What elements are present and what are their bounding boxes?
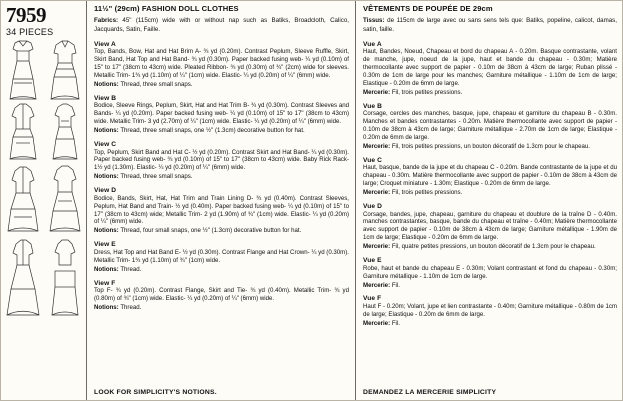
english-view-c-notions — [94, 173, 349, 181]
english-view-d-body: Bodice, Bands, Skirt, Hat, Hat Trim and Train Lining D- ¾ yd (0.40m). Contrast Sleeves, Peplum, Hat Band and Train- ½ yd (0.40m). Paper backed fusing web- ¼ yd (0.10m) of 15" to 17" (38cm to 43cm) wide; Metallic Trim- 2 yd (1.90m) of ¾" (1cm) wide. Elastic- ¼ yd (0.20m) of ¼" (6mm) wide. — [94, 194, 349, 226]
english-view-a-notions-text: Thread, three small snaps. — [120, 80, 193, 88]
english-fabrics-text: 45" (115cm) wide with or without nap such as Batiks, Broadcloth, Calico, Jacquards, Satin, Faille. — [94, 17, 349, 33]
french-view-d-notions — [363, 243, 617, 251]
french-fabrics — [363, 17, 617, 33]
english-view-c-notions-text: Thread, three small snaps. — [120, 173, 193, 181]
french-view-e-notions-text: Fil. — [391, 281, 400, 289]
figure-view-e — [4, 165, 42, 233]
english-view-f-notions-label: Notions: — [94, 303, 119, 311]
line-drawings-area — [1, 37, 86, 400]
english-view-c-head: View C — [94, 141, 117, 149]
english-view-b-body: Bodice, Sleeve Rings, Peplum, Skirt, Hat and Hat Trim B- ¾ yd (0.30m). Contrast Sleeves and Bands- ¼ yd (0.20m). Paper backed fusing web- ¼ yd (0.10m) of 15" to 17" (38cm to 43cm) wide. Metallic Trim- 3 yd (2.70m) of ¼" (1cm) wide. Elastic- ¼ yd (0.20m) of ¼" (6mm) wide. — [94, 102, 349, 126]
french-view-a-body: Haut, Bandes, Noeud, Chapeau et bord du chapeau A - 0.20m. Basque contrastante, volant de manche, jupe, noeud de la jupe, haut et bande du chapeau - 0.30m; Matière thermocollante avec support de papier - 0.10m de 38cm à 43cm de large; Ruban plissé - 0.30m de 1cm de large pour les manches; Garniture métallique - 1.10m de 1cm de large; Elastique - 0.20m de 6mm de large. — [363, 48, 617, 87]
english-view-e-notions — [94, 266, 349, 274]
french-view-d-notions-text: Fil, quatre petites pressions, un bouton décoratif de 1.3cm pour le chapeau. — [391, 243, 596, 251]
french-view-c-body: Haut, basque, bande de la jupe et du chapeau C - 0.20m. Bande contrastante de la jupe et du chapeau - 0.30m. Matière thermocollante avec support de papier - 0.10m de 38cm à 43cm de large; Croquet miniature - 1.30m; Elastique - 0.20m de 6mm de large. — [363, 164, 617, 188]
french-view-b-body: Corsage, cercles des manches, basque, jupe, chapeau et garniture du chapeau B - 0.30m. Manches et bandes contrastantes - 0.20m. Matière thermocollante avec support de papier - 0.10m de 38cm à 43cm de large; Garniture métallique - 2.70m de 1cm de large; Elastique - 0.20m de 6mm de large. — [363, 110, 617, 142]
english-view-e-body: Dress, Hat Top and Hat Band E- ½ yd (0.30m). Contrast Flange and Hat Crown- ¼ yd (0.30m). Metallic Trim- 1¾ yd (1.10m) of ¾" (1cm) wide. — [94, 248, 349, 264]
english-view-e-head: View E — [94, 241, 116, 249]
french-view-a — [363, 41, 617, 97]
english-view-e-notions-label: Notions: — [94, 265, 119, 273]
french-view-b-notions — [363, 143, 617, 151]
english-title: 11½" (29cm) FASHION DOLL CLOTHES — [94, 4, 239, 13]
french-view-c-notions — [363, 189, 617, 197]
french-view-c-notions-text: Fil, trois petites pressions. — [391, 189, 463, 197]
pattern-pieces-count: 34 PIECES — [6, 27, 54, 37]
french-view-d-notions-label: Mercerie: — [363, 243, 391, 251]
english-view-a-head: View A — [94, 40, 116, 48]
figure-view-d — [47, 103, 83, 161]
english-view-c — [94, 141, 349, 181]
french-column — [356, 1, 623, 400]
french-view-e-notions-label: Mercerie: — [363, 281, 391, 289]
english-view-b — [94, 95, 349, 135]
pattern-number: 7959 — [6, 3, 46, 27]
french-view-e-notions — [363, 282, 617, 290]
english-view-f — [94, 280, 349, 312]
french-view-b — [363, 103, 617, 151]
french-view-f-notions-text: Fil. — [391, 319, 400, 327]
english-view-c-notions-label: Notions: — [94, 173, 119, 181]
english-view-b-head: View B — [94, 94, 117, 102]
french-view-f-head: Vue F — [363, 295, 382, 303]
english-footer-note: LOOK FOR SIMPLICITY'S NOTIONS. — [94, 389, 217, 396]
french-view-b-notions-text: Fil, trois petites pressions, un bouton décoratif de 1.3cm pour le chapeau. — [391, 142, 590, 150]
english-view-f-head: View F — [94, 279, 116, 287]
french-view-c-notions-label: Mercerie: — [363, 189, 391, 197]
english-view-a — [94, 41, 349, 89]
english-view-c-body: Top, Peplum, Skirt Band and Hat C- ½ yd (0.20m). Contrast Skirt and Hat Band- ¼ yd (0.30m). Paper backed fusing web- ¾ yd (0.10m) of 15" to 17" (38cm to 43cm) wide. Baby Rick Rack- 1½ yd (1.30m). Elastic- ¼ yd (0.20m) of ¼" (6mm) wide. — [94, 148, 349, 172]
english-view-b-notions — [94, 127, 349, 135]
english-view-d-notions — [94, 227, 349, 235]
english-view-d-notions-label: Notions: — [94, 227, 119, 235]
english-view-f-body: Top F- ¾ yd (0.20m). Contrast Flange, Skirt and Tie- ¾ yd (0.40m). Metallic Trim- ¾ yd (0.80m) of ¾" (1cm) wide. Elastic- ¼ yd (0.20m) of ¼" (6mm) wide. — [94, 287, 349, 302]
english-view-b-notions-text: Thread, three small snaps, one ½" (1.3cm) decorative button for hat. — [120, 127, 305, 135]
figure-top-and-skirt — [48, 239, 82, 317]
english-view-d-head: View D — [94, 187, 117, 195]
french-view-f — [363, 295, 617, 327]
french-view-d-body: Corsage, bandes, jupe, chapeau, garniture du chapeau et doublure de la traîne D - 0.40m. manches contrastantes, basque, bande du chapeau et traîne - 0.40m; Matière thermocollante avec support de papier - 0.10m de 38cm à 43cm de large; Garniture métallique - 1.90m de 1cm de large; Elastique - 0.20m de 6mm de large. — [363, 210, 617, 242]
english-view-e — [94, 241, 349, 273]
french-view-e — [363, 257, 617, 289]
french-view-e-body: Robe, haut et bande du chapeau E - 0.30m; Volant contrastant et fond du chapeau - 0.30m; Garniture métallique - 1.10m de 1cm de large. — [363, 264, 617, 280]
english-view-f-notions-text: Thread. — [120, 303, 142, 311]
figure-view-f — [47, 165, 83, 233]
french-view-c-head: Vue C — [363, 156, 382, 164]
french-view-a-notions — [363, 89, 617, 97]
french-view-f-notions — [363, 320, 617, 328]
french-view-b-notions-label: Mercerie: — [363, 142, 391, 150]
french-view-f-body: Haut F - 0.20m; Volant, jupe et lien contrastante - 0.40m; Garniture métallique - 0.80m de 1cm de large; Elastique - 0.20m de 6mm de large. — [363, 302, 617, 318]
english-fabrics — [94, 17, 349, 33]
french-view-a-notions-label: Mercerie: — [363, 88, 391, 96]
french-view-f-notions-label: Mercerie: — [363, 319, 391, 327]
english-column — [87, 1, 356, 400]
french-view-c — [363, 157, 617, 197]
english-view-b-notions-label: Notions: — [94, 127, 119, 135]
figure-gown — [5, 239, 41, 317]
english-view-e-notions-text: Thread. — [120, 265, 142, 273]
french-view-a-head: Vue A — [363, 40, 382, 48]
english-view-d — [94, 187, 349, 235]
french-fabrics-label: Tissus: — [363, 17, 385, 25]
french-view-e-head: Vue E — [363, 257, 382, 265]
french-title: VÊTEMENTS DE POUPÉE DE 29cm — [363, 4, 493, 13]
french-view-d-head: Vue D — [363, 203, 382, 211]
french-fabrics-text: de 115cm de large avec ou sans sens tels que: Batiks, popeline, calicot, damas, satin, faille. — [363, 17, 617, 33]
figure-view-b — [47, 39, 83, 101]
french-view-a-notions-text: Fil, trois petites pressions. — [391, 88, 463, 96]
figure-view-a — [5, 39, 41, 101]
english-view-a-body: Top, Bands, Bow, Hat and Hat Brim A- ¾ yd (0.20m). Contrast Peplum, Sleeve Ruffle, Skirt, Skirt Band, Hat Top and Hat Band- ¾ yd (0.30m). Paper backed fusing web- ¼ yd (0.10m) of 15" to 17" (38cm to 43cm) wide. Pleated Ribbon- ¾ yd (0.30m) of ¾" (2cm) wide for sleeves. Metallic Trim- 1¾ yd (1.10m) of ¼" (1cm) wide. Elastic- ¼ yd (0.20m) of ¼" (6mm) wide. — [94, 48, 349, 79]
figure-view-c — [5, 103, 41, 161]
english-view-a-notions — [94, 81, 349, 89]
english-view-d-notions-text: Thread, four small snaps, one ½" (1.3cm) decorative button for hat. — [120, 227, 302, 235]
illustration-column — [1, 1, 87, 400]
english-view-a-notions-label: Notions: — [94, 80, 119, 88]
english-view-f-notions — [94, 304, 349, 312]
french-footer-note: DEMANDEZ LA MERCERIE SIMPLICITY — [363, 389, 497, 396]
french-view-b-head: Vue B — [363, 102, 382, 110]
french-view-d — [363, 203, 617, 251]
english-fabrics-label: Fabrics: — [94, 17, 119, 25]
